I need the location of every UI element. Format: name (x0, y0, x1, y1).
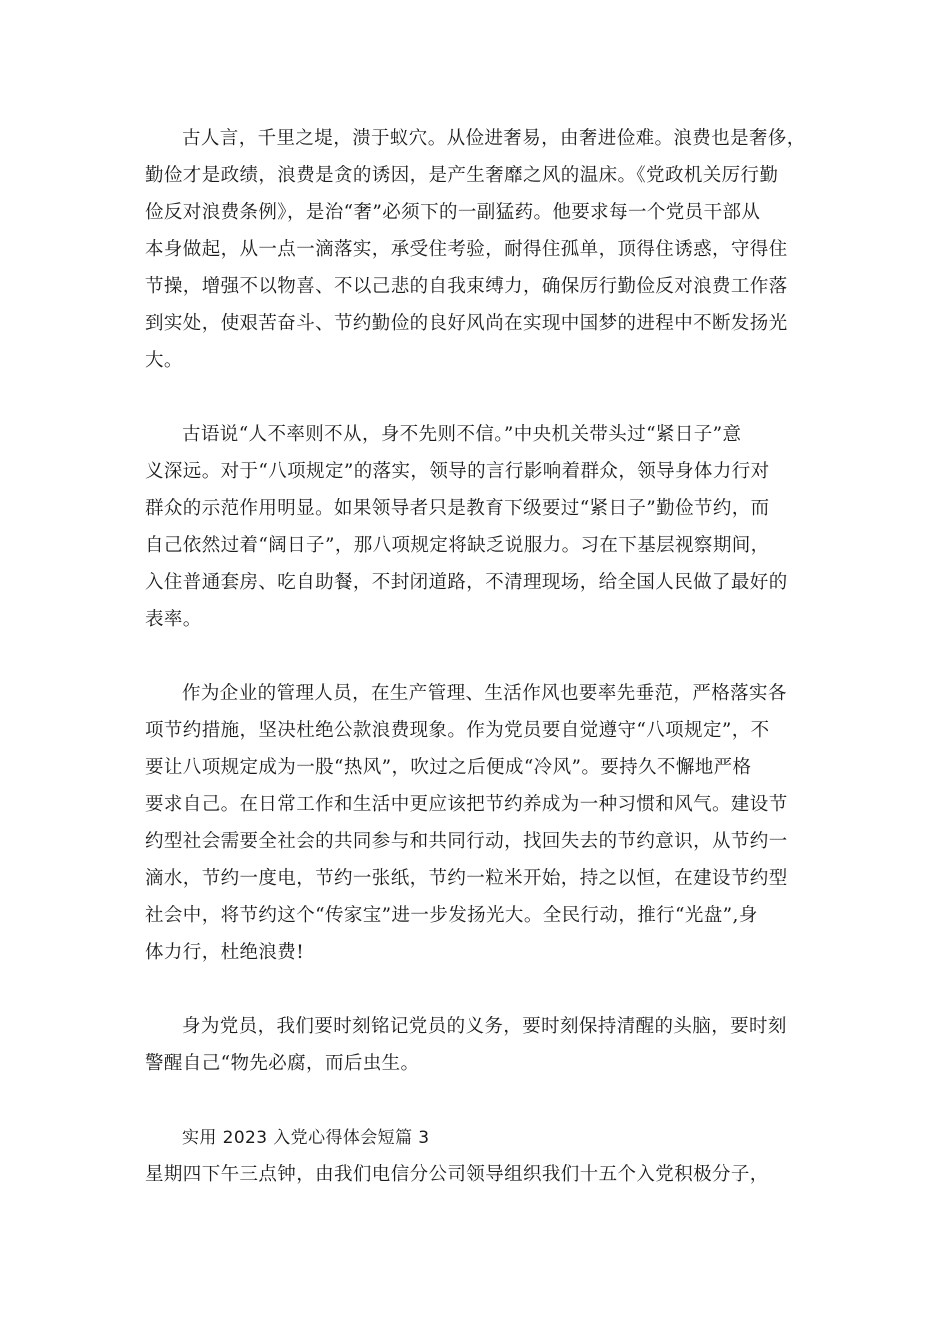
paragraph-line: 俭反对浪费条例》，是治“奢”必须下的一副猛药。他要求每一个党员干部从 (145, 202, 761, 223)
paragraph-line: 入住普通套房、吃自助餐，不封闭道路，不清理现场，给全国人民做了最好的 (145, 572, 788, 593)
paragraph-line: 滴水，节约一度电，节约一张纸，节约一粒米开始，持之以恒，在建设节约型 (145, 868, 788, 889)
paragraph-line: 到实处，使艰苦奋斗、节约勤俭的良好风尚在实现中国梦的进程中不断发扬光 (145, 313, 788, 334)
paragraph-line: 自己依然过着“阔日子”，那八项规定将缺乏说服力。习在下基层视察期间， (145, 535, 770, 556)
paragraph-line: 节操，增强不以物喜、不以己悲的自我束缚力，确保厉行勤俭反对浪费工作落 (145, 276, 788, 297)
paragraph-line: 古人言，千里之堤，溃于蚁穴。从俭进奢易，由奢进俭难。浪费也是奢侈， (182, 128, 806, 149)
paragraph-line: 勤俭才是政绩，浪费是贪的诱因，是产生奢靡之风的温床。《党政机关厉行勤 (145, 165, 779, 186)
paragraph-line: 要让八项规定成为一股“热风”，吹过之后便成“冷风”。要持久不懈地严格 (145, 757, 752, 778)
paragraph-line: 作为企业的管理人员，在生产管理、生活作风也要率先垂范，严格落实各 (182, 683, 787, 704)
section-heading: 实用 2023 入党心得体会短篇 3 (182, 1128, 430, 1148)
paragraph-line: 表率。 (145, 609, 202, 630)
paragraph-line: 约型社会需要全社会的共同参与和共同行动，找回失去的节约意识，从节约一 (145, 831, 788, 852)
paragraph-line: 社会中，将节约这个“传家宝”进一步发扬光大。全民行动，推行“光盘”,身 (145, 905, 758, 926)
paragraph-line: 古语说“人不率则不从，身不先则不信。”中央机关带头过“紧日子”意 (182, 424, 742, 445)
paragraph-line: 大。 (145, 350, 183, 371)
paragraph-line: 要求自己。在日常工作和生活中更应该把节约养成为一种习惯和风气。建设节 (145, 794, 788, 815)
paragraph-line: 警醒自己“物先必腐，而后虫生。 (145, 1053, 420, 1074)
paragraph-line: 身为党员，我们要时刻铭记党员的义务，要时刻保持清醒的头脑，要时刻 (182, 1016, 787, 1037)
paragraph-line: 本身做起，从一点一滴落实，承受住考验，耐得住孤单，顶得住诱惑，守得住 (145, 239, 788, 260)
paragraph-line: 项节约措施，坚决杜绝公款浪费现象。作为党员要自觉遵守“八项规定”，不 (145, 720, 770, 741)
paragraph-line: 义深远。对于“八项规定”的落实，领导的言行影响着群众，领导身体力行对 (145, 461, 770, 482)
paragraph-line: 星期四下午三点钟，由我们电信分公司领导组织我们十五个入党积极分子， (145, 1164, 769, 1185)
paragraph-line: 体力行，杜绝浪费! (145, 942, 305, 963)
paragraph-line: 群众的示范作用明显。如果领导者只是教育下级要过“紧日子”勤俭节约，而 (145, 498, 770, 519)
